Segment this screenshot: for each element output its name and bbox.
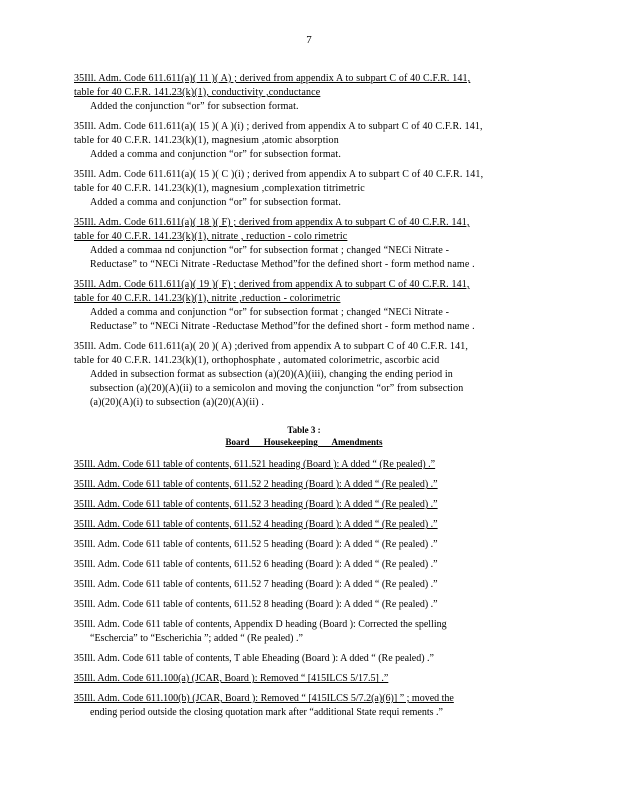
table-row: 35Ill. Adm. Code 611 table of contents, 611.52 6 heading (Board ): A dded “ (Re pealed) .” bbox=[74, 559, 438, 570]
citation-line: 35Ill. Adm. Code 611.611(a)( 15 )( C )(i) ; derived from appendix A to subpart C of 40 C.F.R. 141, bbox=[74, 169, 484, 180]
table-row: 35Ill. Adm. Code 611 table of contents, 611.52 3 heading (Board ): A dded “ (Re pealed) .” bbox=[74, 499, 438, 510]
citation-line: 35Ill. Adm. Code 611.611(a)( 11 )( A) ; derived from appendix A to subpart C of 40 C.F.R. 141, bbox=[74, 73, 471, 84]
table-title: Table 3 : bbox=[287, 425, 321, 435]
table-row: 35Ill. Adm. Code 611.100(a) (JCAR, Board ): Removed “ [415ILCS 5/17.5] .” bbox=[74, 673, 389, 684]
table-row: 35Ill. Adm. Code 611 table of contents, 611.52 7 heading (Board ): A dded “ (Re pealed) .” bbox=[74, 579, 438, 590]
citation-line: table for 40 C.F.R. 141.23(k)(1), orthophosphate , automated colorimetric, ascorbic acid bbox=[74, 355, 440, 366]
amendment-entry bbox=[74, 120, 534, 162]
note-line: (a)(20)(A)(i) to subsection (a)(20)(A)(ii) . bbox=[90, 397, 265, 408]
table-row: 35Ill. Adm. Code 611 table of contents, T able Eheading (Board ): A dded “ (Re pealed) .” bbox=[74, 653, 434, 664]
citation-line: 35Ill. Adm. Code 611.611(a)( 15 )( A )(i) ; derived from appendix A to subpart C of 40 C.F.R. 141, bbox=[74, 121, 483, 132]
citation-line: 35Ill. Adm. Code 611.611(a)( 18 )( F) ; derived from appendix A to subpart C of 40 C.F.R. 141, bbox=[74, 217, 470, 228]
table-row: 35Ill. Adm. Code 611 table of contents, 611.52 2 heading (Board ): A dded “ (Re pealed) .” bbox=[74, 479, 438, 490]
note-line: Reductase” to “NECi Nitrate -Reductase Method”for the defined short - form method name . bbox=[90, 259, 475, 270]
amendment-entry bbox=[74, 168, 534, 210]
note-line: Added a commaa nd conjunction “or” for subsection format ; changed “NECi Nitrate - bbox=[90, 245, 450, 256]
citation-line: 35Ill. Adm. Code 611.611(a)( 20 )( A) ;derived from appendix A to subpart C of 40 C.F.R. 141, bbox=[74, 341, 469, 352]
amendment-entry bbox=[74, 216, 534, 272]
citation-line: 35Ill. Adm. Code 611.611(a)( 19 )( F) ; derived from appendix A to subpart C of 40 C.F.R. 141, bbox=[74, 279, 470, 290]
note-line: Added a comma and conjunction “or” for subsection format. bbox=[90, 149, 341, 160]
note-line: Added the conjunction “or” for subsection format. bbox=[90, 101, 299, 112]
citation-line: table for 40 C.F.R. 141.23(k)(1), magnesium ,complexation titrimetric bbox=[74, 183, 365, 194]
note-line: Added a comma and conjunction “or” for subsection format. bbox=[90, 197, 341, 208]
amendment-entry bbox=[74, 278, 534, 334]
note-line: Added a comma and conjunction “or” for subsection format ; changed “NECi Nitrate - bbox=[90, 307, 450, 318]
amendment-entry bbox=[74, 72, 534, 114]
note-line: subsection (a)(20)(A)(ii) to a semicolon and moving the conjunction “or” from subsection bbox=[90, 383, 464, 394]
citation-line: table for 40 C.F.R. 141.23(k)(1), nitrate , reduction - colo rimetric bbox=[74, 231, 348, 242]
table-row: 35Ill. Adm. Code 611 table of contents, 611.52 4 heading (Board ): A dded “ (Re pealed) .” bbox=[74, 519, 438, 530]
table-row: 35Ill. Adm. Code 611 table of contents, 611.521 heading (Board ): A dded “ (Re pealed) .” bbox=[74, 459, 436, 470]
table-row: 35Ill. Adm. Code 611 table of contents, 611.52 5 heading (Board ): A dded “ (Re pealed) .” bbox=[74, 539, 438, 550]
page-number: 7 bbox=[306, 34, 312, 46]
table-row: 35Ill. Adm. Code 611.100(b) (JCAR, Board ): Removed “ [415ILCS 5/7.2(a)(6)] ” ; moved the ending period outside the closing quotation mark after “additional State requi rements .” bbox=[74, 693, 454, 718]
table-row: 35Ill. Adm. Code 611 table of contents, Appendix D heading (Board ): Corrected the spelling “Eschercia” to “Escherichia ”; added “ (Re pealed) .” bbox=[74, 619, 447, 644]
amendment-entry bbox=[74, 340, 534, 410]
citation-line: table for 40 C.F.R. 141.23(k)(1), magnesium ,atomic absorption bbox=[74, 135, 339, 146]
table-row: 35Ill. Adm. Code 611 table of contents, 611.52 8 heading (Board ): A dded “ (Re pealed) .” bbox=[74, 599, 438, 610]
citation-line: table for 40 C.F.R. 141.23(k)(1), nitrite ,reduction - colorimetric bbox=[74, 293, 341, 304]
note-line: Reductase” to “NECi Nitrate -Reductase Method”for the defined short - form method name . bbox=[90, 321, 475, 332]
note-line: Added in subsection format as subsection (a)(20)(A)(iii), changing the ending period in bbox=[90, 369, 453, 380]
table-subtitle: Board Housekeeping Amendments bbox=[225, 437, 383, 447]
document-body bbox=[74, 72, 534, 726]
citation-line: table for 40 C.F.R. 141.23(k)(1), conductivity ,conductance bbox=[74, 87, 321, 98]
